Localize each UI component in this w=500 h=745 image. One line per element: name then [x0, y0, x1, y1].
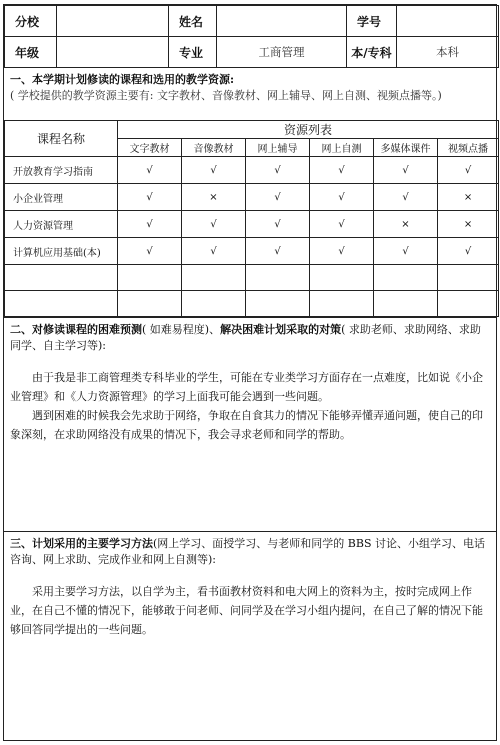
section2-header	[4, 318, 496, 354]
empty-cell[interactable]	[5, 265, 118, 291]
resource-column-header: 网上自测	[310, 139, 374, 157]
section3-title-tail: (网上学习、面授学习、与老师和同学的 BBS 讨论、小组学习、电话咨询、网上求助、完成作业和网上自测等):	[10, 537, 485, 566]
resource-mark-cell[interactable]: ×	[438, 211, 499, 238]
resource-table	[4, 120, 499, 317]
resource-mark-cell[interactable]: √	[246, 238, 310, 265]
resource-mark-cell[interactable]: √	[182, 238, 246, 265]
resource-mark-cell[interactable]: √	[182, 157, 246, 184]
section3-title: 三、计划采用的主要学习方法	[10, 537, 153, 550]
resource-mark-cell[interactable]: √	[374, 238, 438, 265]
resource-mark-cell[interactable]: √	[118, 184, 182, 211]
resource-mark-cell[interactable]: √	[310, 184, 374, 211]
table-row	[5, 157, 499, 184]
student-id-label: 学号	[347, 6, 397, 37]
course-name-cell: 计算机应用基础(本)	[5, 238, 118, 265]
section2-title-mid: ( 如难易程度)、	[142, 323, 221, 336]
section3-header	[4, 532, 496, 568]
school-field[interactable]	[57, 6, 169, 37]
table-row	[5, 211, 499, 238]
resource-mark-cell[interactable]: √	[118, 157, 182, 184]
section2-title-a: 二、对修读课程的困难预测	[10, 323, 142, 336]
section3	[4, 531, 496, 736]
major-label: 专业	[169, 37, 217, 68]
resource-mark-cell[interactable]: √	[246, 211, 310, 238]
resource-column-header: 多媒体课件	[374, 139, 438, 157]
school-label: 分校	[5, 6, 57, 37]
course-name-header: 课程名称	[5, 121, 118, 157]
name-label: 姓名	[169, 6, 217, 37]
section2-title-tail: ( 求助老师、求助网络、求助同学、自主学习等):	[10, 323, 481, 352]
resource-mark-cell[interactable]: √	[310, 157, 374, 184]
resource-column-header: 音像教材	[182, 139, 246, 157]
section3-paragraph-1: 采用主要学习方法，以自学为主，看书面教材资料和电大网上的资料为主，按时完成网上作业，在自己不懂的情况下，能够敢于问老师、问同学及在学习小组内提问，在自己了解的情况下能够回答同学提出的一些问题。	[10, 585, 483, 636]
grade-field[interactable]	[57, 37, 169, 68]
resource-mark-cell[interactable]: √	[246, 184, 310, 211]
section2-paragraph-1: 由于我是非工商管理类专科毕业的学生，可能在专业类学习方面存在一点难度，比如说《小企业管理》和《人力资源管理》的学习上面我可能会遇到一些问题。	[10, 371, 483, 403]
study-plan-form	[3, 4, 497, 741]
resource-mark-cell[interactable]: ×	[182, 184, 246, 211]
table-row	[5, 238, 499, 265]
section1-note: ( 学校提供的教学资源主要有: 文字教材、音像教材、网上辅导、网上自测、视频点播等。)	[10, 89, 442, 102]
resource-column-header: 文字教材	[118, 139, 182, 157]
grade-label: 年级	[5, 37, 57, 68]
resource-mark-cell[interactable]: √	[438, 238, 499, 265]
resource-mark-cell[interactable]: ×	[438, 184, 499, 211]
student-id-field[interactable]	[397, 6, 499, 37]
major-field[interactable]: 工商管理	[217, 37, 347, 68]
level-label: 本/专科	[347, 37, 397, 68]
section1-title: 一、本学期计划修读的课程和选用的教学资源:	[10, 73, 235, 86]
section1-header	[4, 68, 496, 120]
name-field[interactable]	[217, 6, 347, 37]
section2-paragraph-2: 遇到困难的时候我会先求助于网络，争取在自食其力的情况下能够弄懂弄通问题，使自己的印象深刻，在求助网络没有成果的情况下，我会寻求老师和同学的帮助。	[10, 409, 483, 441]
course-name-cell: 小企业管理	[5, 184, 118, 211]
course-name-cell: 人力资源管理	[5, 211, 118, 238]
resource-mark-cell[interactable]: √	[182, 211, 246, 238]
resource-column-header: 视频点播	[438, 139, 499, 157]
resource-mark-cell[interactable]: √	[118, 238, 182, 265]
section2-title-b: 解决困难计划采取的对策	[220, 323, 342, 336]
table-row	[5, 184, 499, 211]
resource-mark-cell[interactable]: ×	[374, 211, 438, 238]
resource-mark-cell[interactable]: √	[374, 184, 438, 211]
section2	[4, 317, 496, 531]
resource-mark-cell[interactable]: √	[438, 157, 499, 184]
level-field[interactable]: 本科	[397, 37, 499, 68]
resource-mark-cell[interactable]: √	[310, 238, 374, 265]
resource-column-header: 网上辅导	[246, 139, 310, 157]
student-info-table	[4, 5, 499, 68]
resource-mark-cell[interactable]: √	[246, 157, 310, 184]
resource-list-header: 资源列表	[118, 121, 499, 139]
resource-mark-cell[interactable]: √	[118, 211, 182, 238]
course-name-cell: 开放教育学习指南	[5, 157, 118, 184]
empty-cell[interactable]	[5, 291, 118, 317]
resource-mark-cell[interactable]: √	[374, 157, 438, 184]
resource-mark-cell[interactable]: √	[310, 211, 374, 238]
